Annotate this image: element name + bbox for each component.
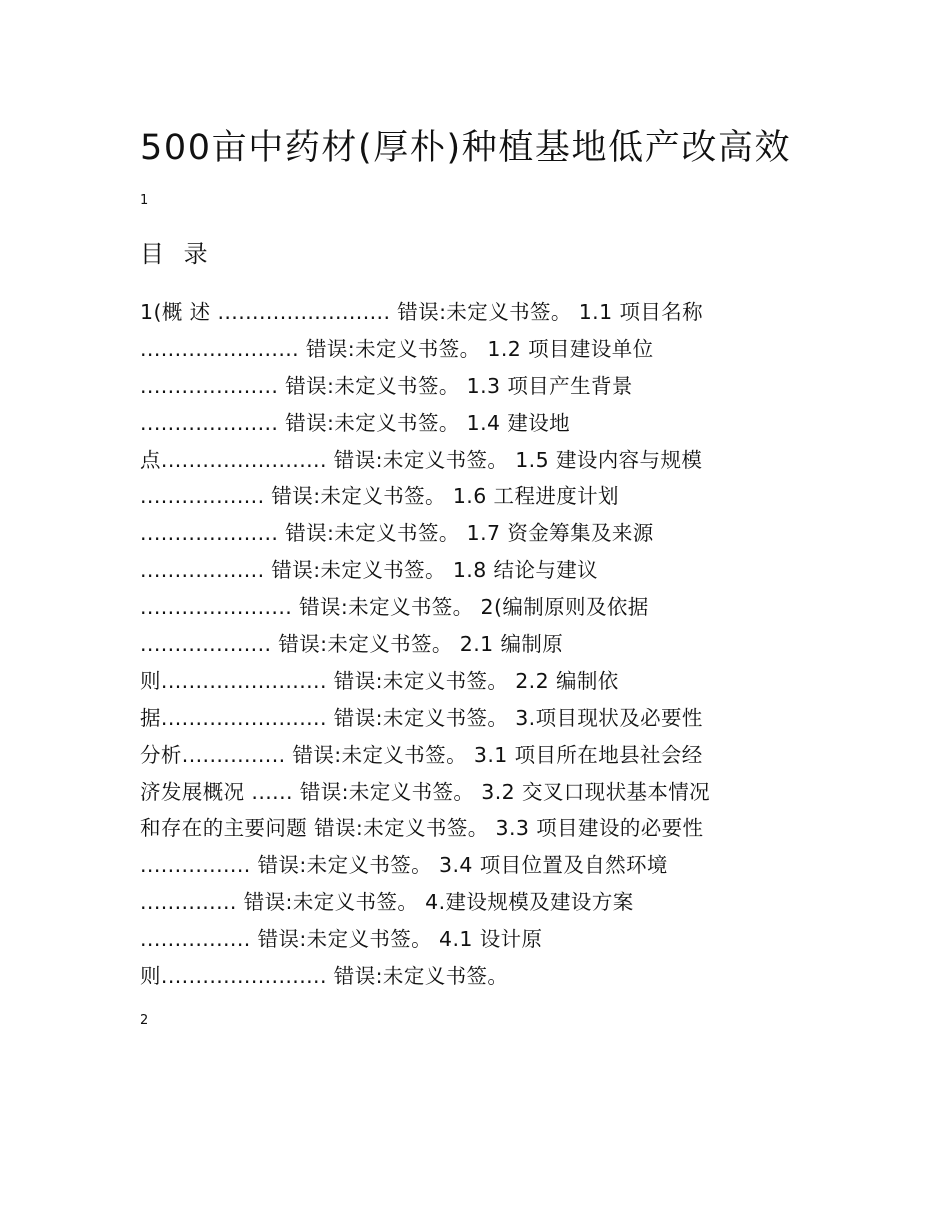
document-title: 500亩中药材(厚朴)种植基地低产改高效 <box>140 128 792 168</box>
toc-line: .................. 错误:未定义书签。 1.8 结论与建议 <box>140 558 599 583</box>
toc-heading: 目 录 <box>140 240 214 268</box>
toc-line: 分析............... 错误:未定义书签。 3.1 项目所在地县社会经 <box>140 742 703 767</box>
toc-line: .............. 错误:未定义书签。 4.建设规模及建设方案 <box>140 890 634 915</box>
page-number: 1 <box>140 193 149 208</box>
toc-line: 和存在的主要问题 错误:未定义书签。 3.3 项目建设的必要性 <box>140 816 704 841</box>
table-of-contents <box>140 294 820 995</box>
toc-line: 1(概 述 ......................... 错误:未定义书签。 1.1 项目名称 <box>140 300 704 324</box>
toc-line: 点........................ 错误:未定义书签。 1.5 建设内容与规模 <box>140 447 703 472</box>
toc-line: 则........................ 错误:未定义书签。 2.2 编制依 <box>140 668 619 693</box>
toc-line: .................... 错误:未定义书签。 1.3 项目产生背景 <box>140 373 633 398</box>
toc-line: .................. 错误:未定义书签。 1.6 工程进度计划 <box>140 484 619 509</box>
toc-line: .................... 错误:未定义书签。 1.4 建设地 <box>140 410 571 435</box>
toc-line: ...................... 错误:未定义书签。 2(编制原则及依据 <box>140 595 649 620</box>
toc-line: ....................... 错误:未定义书签。 1.2 项目建设单位 <box>140 336 654 361</box>
toc-line: .................... 错误:未定义书签。 1.7 资金筹集及来源 <box>140 521 654 546</box>
toc-line: ................ 错误:未定义书签。 4.1 设计原 <box>140 927 543 952</box>
toc-line: ................... 错误:未定义书签。 2.1 编制原 <box>140 632 564 657</box>
toc-line: 济发展概况 ...... 错误:未定义书签。 3.2 交叉口现状基本情况 <box>140 779 711 804</box>
toc-line: 则........................ 错误:未定义书签。 <box>140 964 509 989</box>
page-number: 2 <box>140 1013 149 1028</box>
toc-line: 据........................ 错误:未定义书签。 3.项目现状及必要性 <box>140 705 703 730</box>
toc-line: ................ 错误:未定义书签。 3.4 项目位置及自然环境 <box>140 853 668 878</box>
